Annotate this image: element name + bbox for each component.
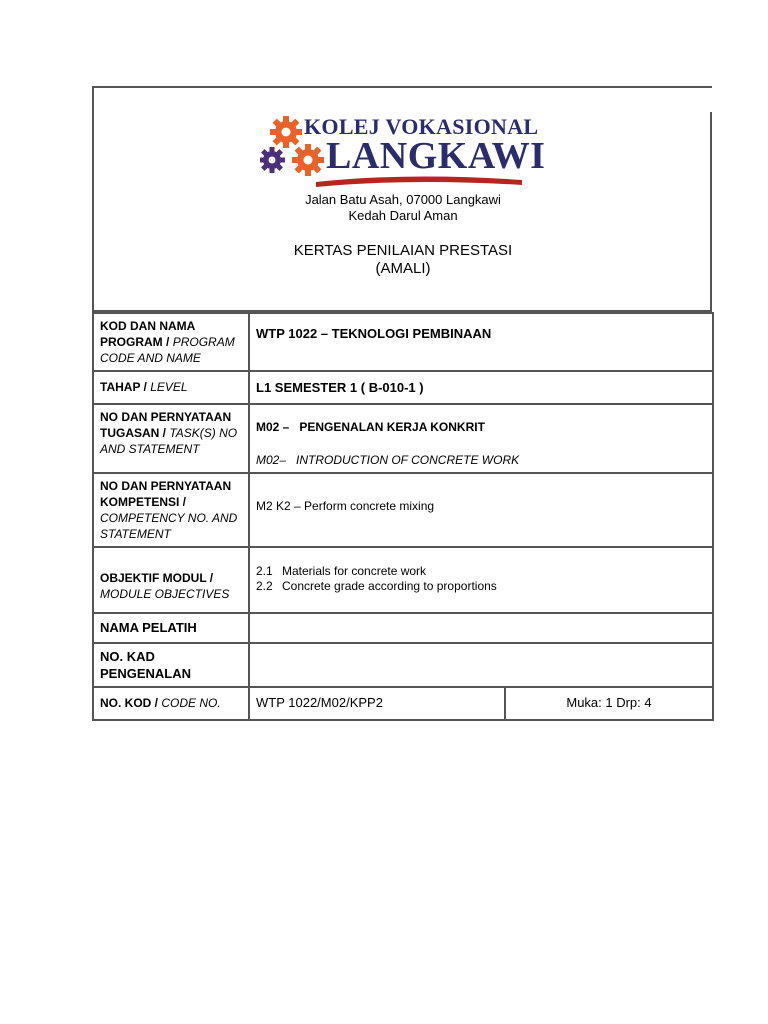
header-box [92,86,712,312]
table-row-trainee [93,613,713,643]
competency-value: M2 K2 – Perform concrete mixing [249,473,713,547]
objectives-list [256,564,706,594]
table-row-ic [93,643,713,687]
level-label: TAHAP / LEVEL [93,371,249,404]
table-row-objectives [93,547,713,613]
page-number: Muka: 1 Drp: 4 [505,687,713,720]
college-address: Jalan Batu Asah, 07000 Langkawi Kedah Darul Aman [305,192,501,223]
program-label: KOD DAN NAMA PROGRAM / PROGRAM CODE AND NAME [93,313,249,371]
table-row-code [93,687,713,720]
list-item: 2.1 Materials for concrete work [256,564,427,578]
trainee-name-field[interactable] [249,613,713,643]
table-row-level [93,371,713,404]
code-value: WTP 1022/M02/KPP2 [249,687,505,720]
book-icon [316,176,522,187]
code-label: NO. KOD / CODE NO. [93,687,249,720]
ic-number-field[interactable] [249,643,713,687]
objectives-label: OBJEKTIF MODUL / MODULE OBJECTIVES [93,547,249,613]
info-table [92,312,714,721]
program-value: WTP 1022 – TEKNOLOGI PEMBINAAN [249,313,713,371]
list-item: 2.2 Concrete grade according to proportions [256,579,497,593]
logo-text-line2: LANGKAWI [326,135,546,177]
table-row-competency [93,473,713,547]
logo-text-line1: KOLEJ VOKASIONAL [304,114,539,139]
task-value: M02 – PENGENALAN KERJA KONKRIT M02– INTRODUCTION OF CONCRETE WORK [249,404,713,473]
task-label: NO DAN PERNYATAAN TUGASAN / TASK(S) NO AND STATEMENT [93,404,249,473]
trainee-label: NAMA PELATIH [93,613,249,643]
document-title: KERTAS PENILAIAN PRESTASI (AMALI) [293,242,513,277]
table-row-task [93,404,713,473]
objectives-value [249,547,713,613]
table-row-program [93,313,713,371]
college-logo [260,110,546,190]
competency-label: NO DAN PERNYATAAN KOMPETENSI / COMPETENCY NO. AND STATEMENT [93,473,249,547]
level-value: L1 SEMESTER 1 ( B-010-1 ) [249,371,713,404]
assessment-sheet [92,86,712,721]
ic-label: NO. KAD PENGENALAN [93,643,249,687]
